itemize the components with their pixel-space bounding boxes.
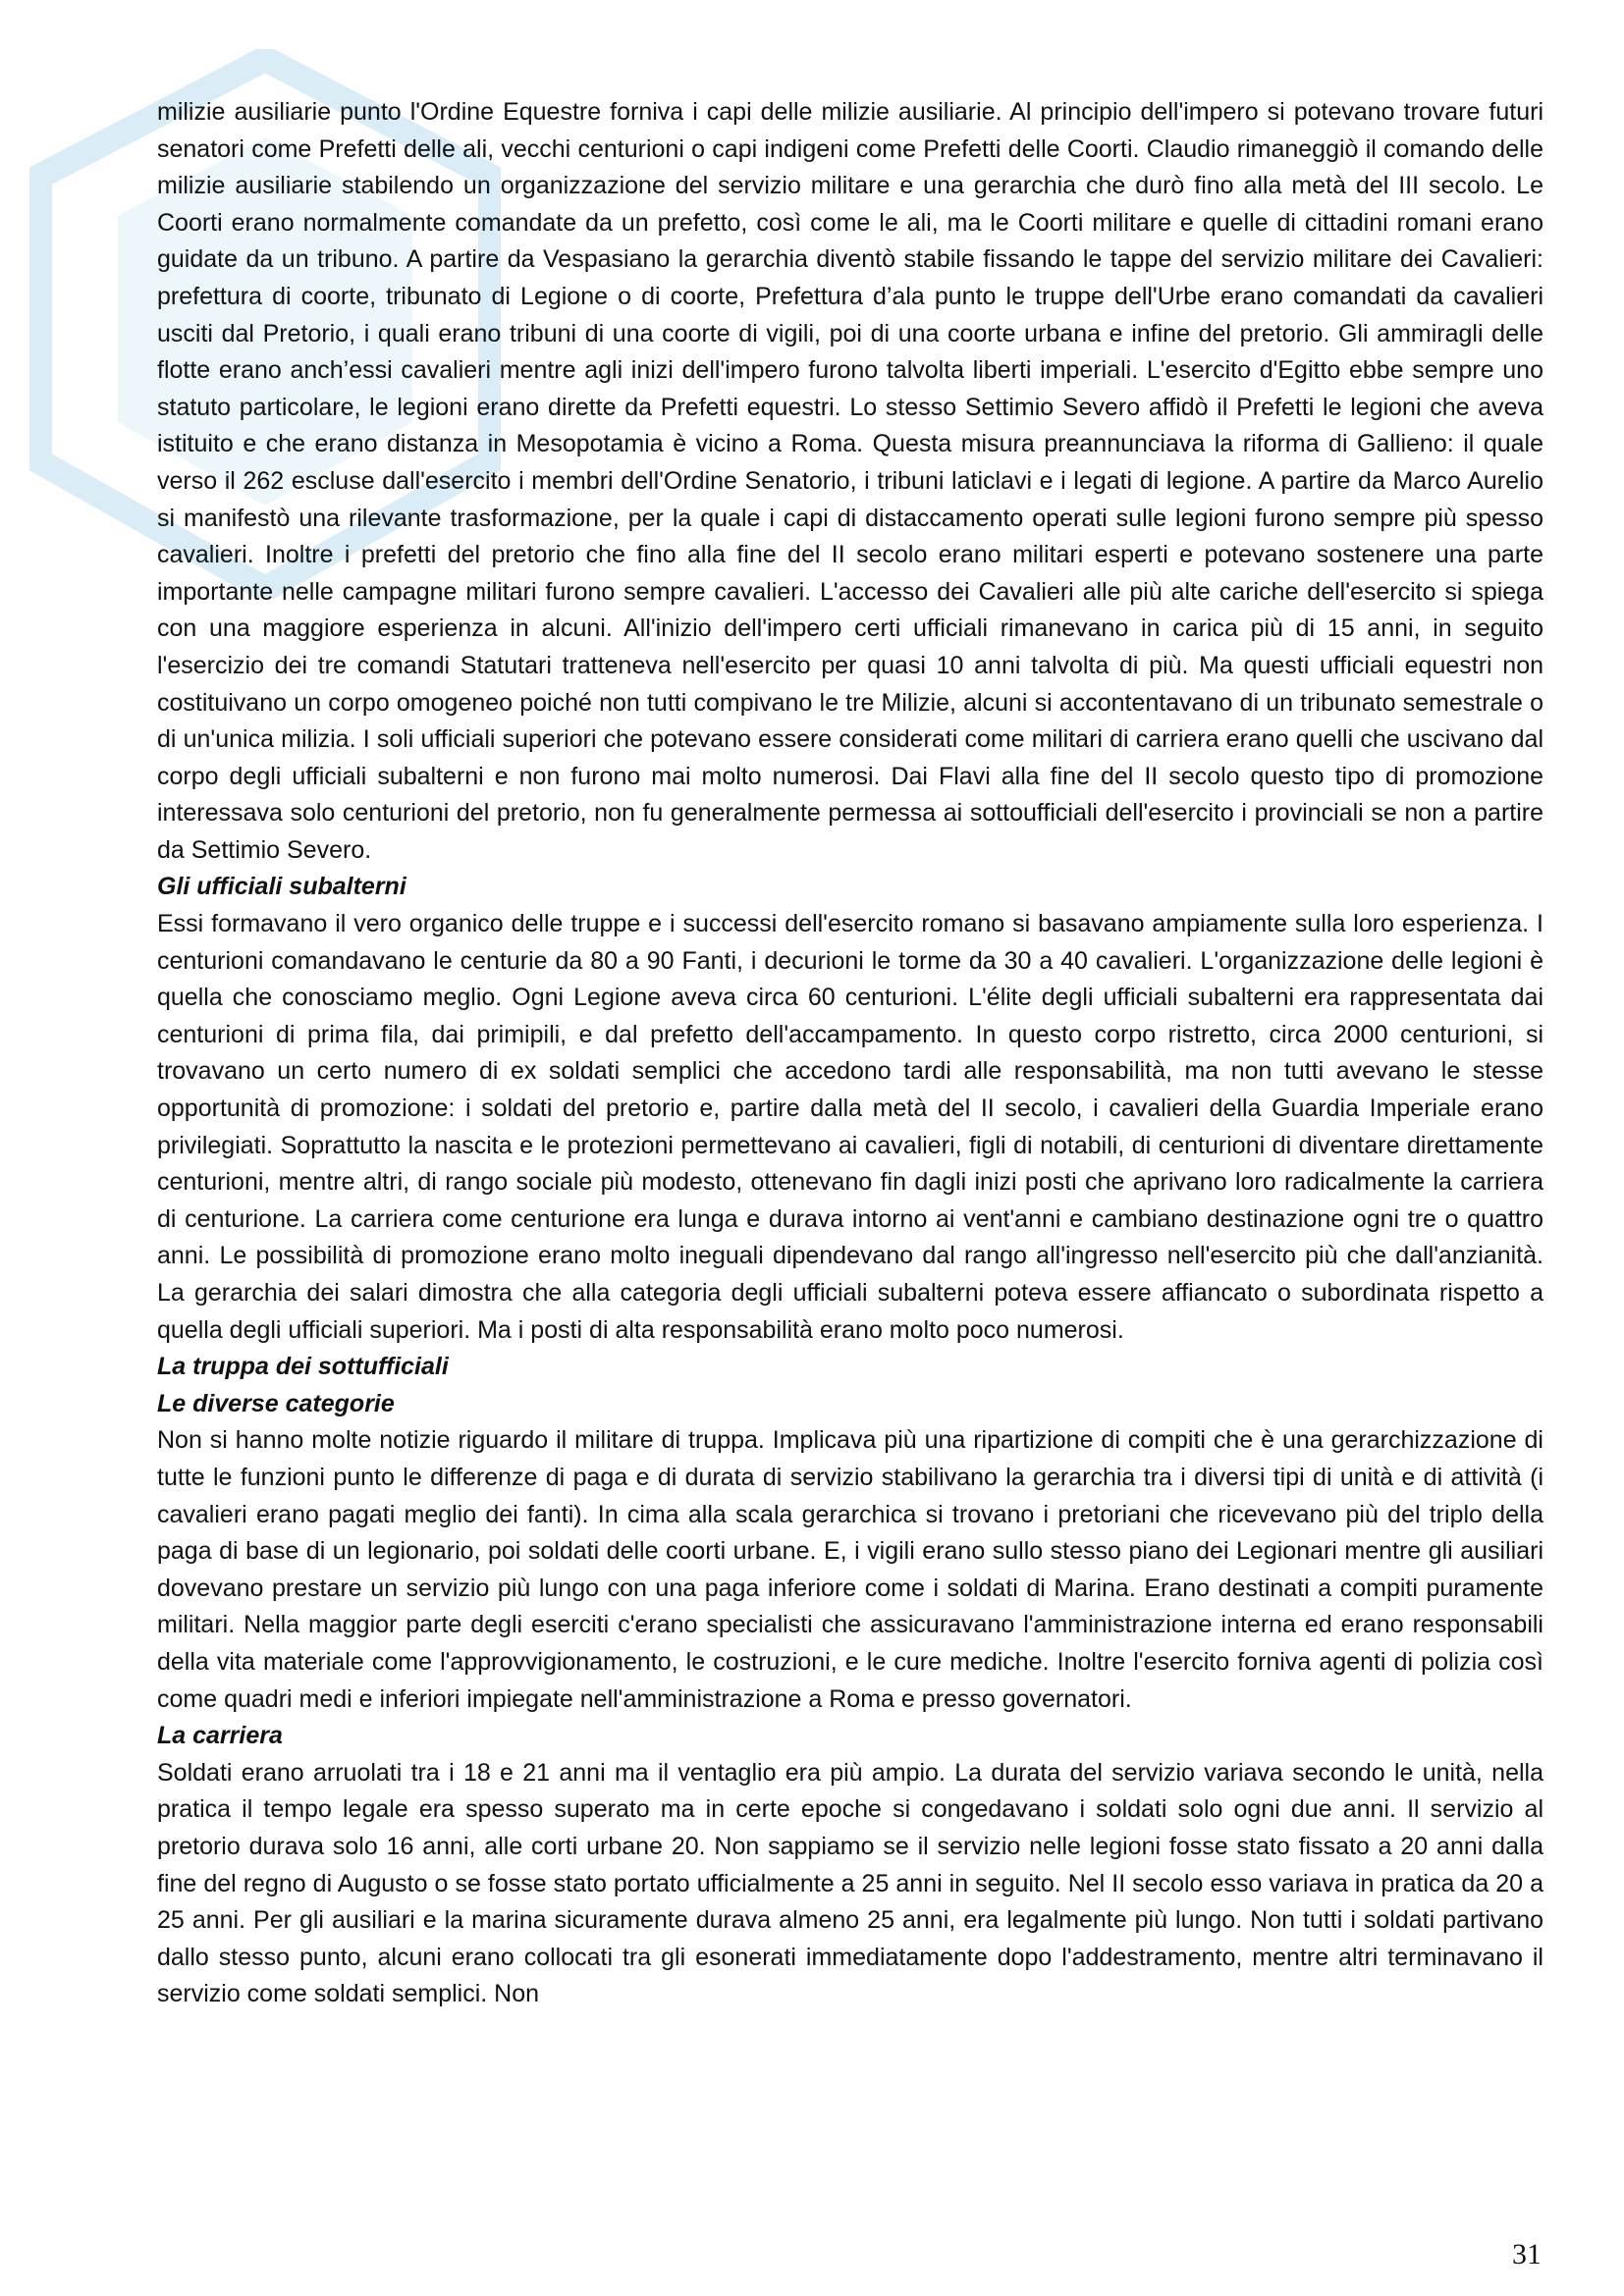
- heading-ufficiali-subalterni: Gli ufficiali subalterni: [157, 873, 406, 901]
- document-body: [157, 94, 1543, 2013]
- heading-truppa-sottufficiali: La truppa dei sottufficiali: [157, 1353, 449, 1381]
- paragraph-carriera: Soldati erano arruolati tra i 18 e 21 anni ma il ventaglio era più ampio. La durata del servizio variava secondo le unità, nella pratica il tempo legale era spesso superato ma in certe epoche si congedavano i soldati solo ogni due anni. Il servizio al pretorio durava solo 16 anni, alle corti urbane 20. Non sappiamo se il servizio nelle legioni fosse stato fissato a 20 anni dalla fine del regno di Augusto o se fosse stato portato ufficialmente a 25 anni in seguito. Nel II secolo esso variava in pratica da 20 a 25 anni. Per gli ausiliari e la marina sicuramente durava almeno 25 anni, era legalmente più lungo. Non tutti i soldati partivano dallo stesso punto, alcuni erano collocati tra gli esonerati immediatamente dopo l'addestramento, mentre altri terminavano il servizio come soldati semplici. Non: [157, 1758, 1543, 2008]
- heading-carriera: La carriera: [157, 1722, 283, 1750]
- paragraph-ufficiali-superiori: milizie ausiliarie punto l'Ordine Equestre forniva i capi delle milizie ausiliarie. Al principio dell'impero si potevano trovare futuri senatori come Prefetti delle ali, vecchi centurioni o capi indigeni come Prefetti delle Coorti. Claudio rimaneggiò il comando delle milizie ausiliarie stabilendo un organizzazione del servizio militare e una gerarchia che durò fino alla metà del III secolo. Le Coorti erano normalmente comandate da un prefetto, così come le ali, ma le Coorti militare e quelle di cittadini romani erano guidate da un tribuno. A partire da Vespasiano la gerarchia diventò stabile fissando le tappe del servizio militare dei Cavalieri: prefettura di coorte, tribunato di Legione o di coorte, Prefettura d’ala punto le truppe dell'Urbe erano comandati da cavalieri usciti dal Pretorio, i quali erano tribuni di una coorte di vigili, poi di una coorte urbana e infine del pretorio. Gli ammiragli delle flotte erano anch’essi cavalieri mentre agli inizi dell'impero furono talvolta liberti imperiali. L'esercito d'Egitto ebbe sempre uno statuto particolare, le legioni erano dirette da Prefetti equestri. Lo stesso Settimio Severo affidò il Prefetti le legioni che aveva istituito e che erano distanza in Mesopotamia è vicino a Roma. Questa misura preannunciava la riforma di Gallieno: il quale verso il 262 escluse dall'esercito i membri dell'Ordine Senatorio, i tribuni laticlavi e i legati di legione. A partire da Marco Aurelio si manifestò una rilevante trasformazione, per la quale i capi di distaccamento operati sulle legioni furono sempre più spesso cavalieri. Inoltre i prefetti del pretorio che fino alla fine del II secolo erano militari esperti e potevano sostenere una parte importante nelle campagne militari furono sempre cavalieri. L'accesso dei Cavalieri alle più alte cariche dell'esercito si spiega con una maggiore esperienza in alcuni. All'inizio dell'impero certi ufficiali rimanevano in carica più di 15 anni, in seguito l'esercizio dei tre comandi Statutari tratteneva nell'esercito per quasi 10 anni talvolta di più. Ma questi ufficiali equestri non costituivano un corpo omogeneo poiché non tutti compivano le tre Milizie, alcuni si accontentavano di un tribunato semestrale o di un'unica milizia. I soli ufficiali superiori che potevano essere considerati come militari di carriera erano quelli che uscivano dal corpo degli ufficiali subalterni e non furono mai molto numerosi. Dai Flavi alla fine del II secolo questo tipo di promozione interessava solo centurioni del pretorio, non fu generalmente permessa ai sottoufficiali dell'esercito i provinciali se non a partire da Settimio Severo.: [157, 98, 1543, 864]
- page-number: 31: [1512, 2238, 1542, 2270]
- paragraph-diverse-categorie: Non si hanno molte notizie riguardo il militare di truppa. Implicava più una ripartizione di compiti che è una gerarchizzazione di tutte le funzioni punto le differenze di paga e di durata di servizio stabilivano la gerarchia tra i diversi tipi di unità e di attività (i cavalieri erano pagati meglio dei fanti). In cima alla scala gerarchica si trovano i pretoriani che ricevevano più del triplo della paga di base di un legionario, poi soldati delle coorti urbane. E, i vigili erano sullo stesso piano dei Legionari mentre gli ausiliari dovevano prestare un servizio più lungo con una paga inferiore come i soldati di Marina. Erano destinati a compiti puramente militari. Nella maggior parte degli eserciti c'erano specialisti che assicuravano l'amministrazione interna ed erano responsabili della vita materiale come l'approvvigionamento, le costruzioni, e le cure mediche. Inoltre l'esercito forniva agenti di polizia così come quadri medi e inferiori impiegate nell'amministrazione a Roma e presso governatori.: [157, 1426, 1543, 1713]
- heading-diverse-categorie: Le diverse categorie: [157, 1389, 395, 1417]
- paragraph-ufficiali-subalterni: Essi formavano il vero organico delle truppe e i successi dell'esercito romano si basavano ampiamente sulla loro esperienza. I centurioni comandavano le centurie da 80 a 90 Fanti, i decurioni le torme da 30 a 40 cavalieri. L'organizzazione delle legioni è quella che conosciamo meglio. Ogni Legione aveva circa 60 centurioni. L'élite degli ufficiali subalterni era rappresentata dai centurioni di prima fila, dai primipili, e dal prefetto dell'accampamento. In questo corpo ristretto, circa 2000 centurioni, si trovavano un certo numero di ex soldati semplici che accedono tardi alle responsabilità, ma non tutti avevano le stesse opportunità di promozione: i soldati del pretorio e, partire dalla metà del II secolo, i cavalieri della Guardia Imperiale erano privilegiati. Soprattutto la nascita e le protezioni permettevano ai cavalieri, figli di notabili, di centurioni di diventare direttamente centurioni, mentre altri, di rango sociale più modesto, ottenevano fin dagli inizi posti che aprivano loro radicalmente la carriera di centurione. La carriera come centurione era lunga e durava intorno ai vent'anni e cambiano destinazione ogni tre o quattro anni. Le possibilità di promozione erano molto ineguali dipendevano dal rango all'ingresso nell'esercito più che dall'anzianità. La gerarchia dei salari dimostra che alla categoria degli ufficiali subalterni poteva essere affiancato o subordinata rispetto a quella degli ufficiali superiori. Ma i posti di alta responsabilità erano molto poco numerosi.: [157, 910, 1543, 1344]
